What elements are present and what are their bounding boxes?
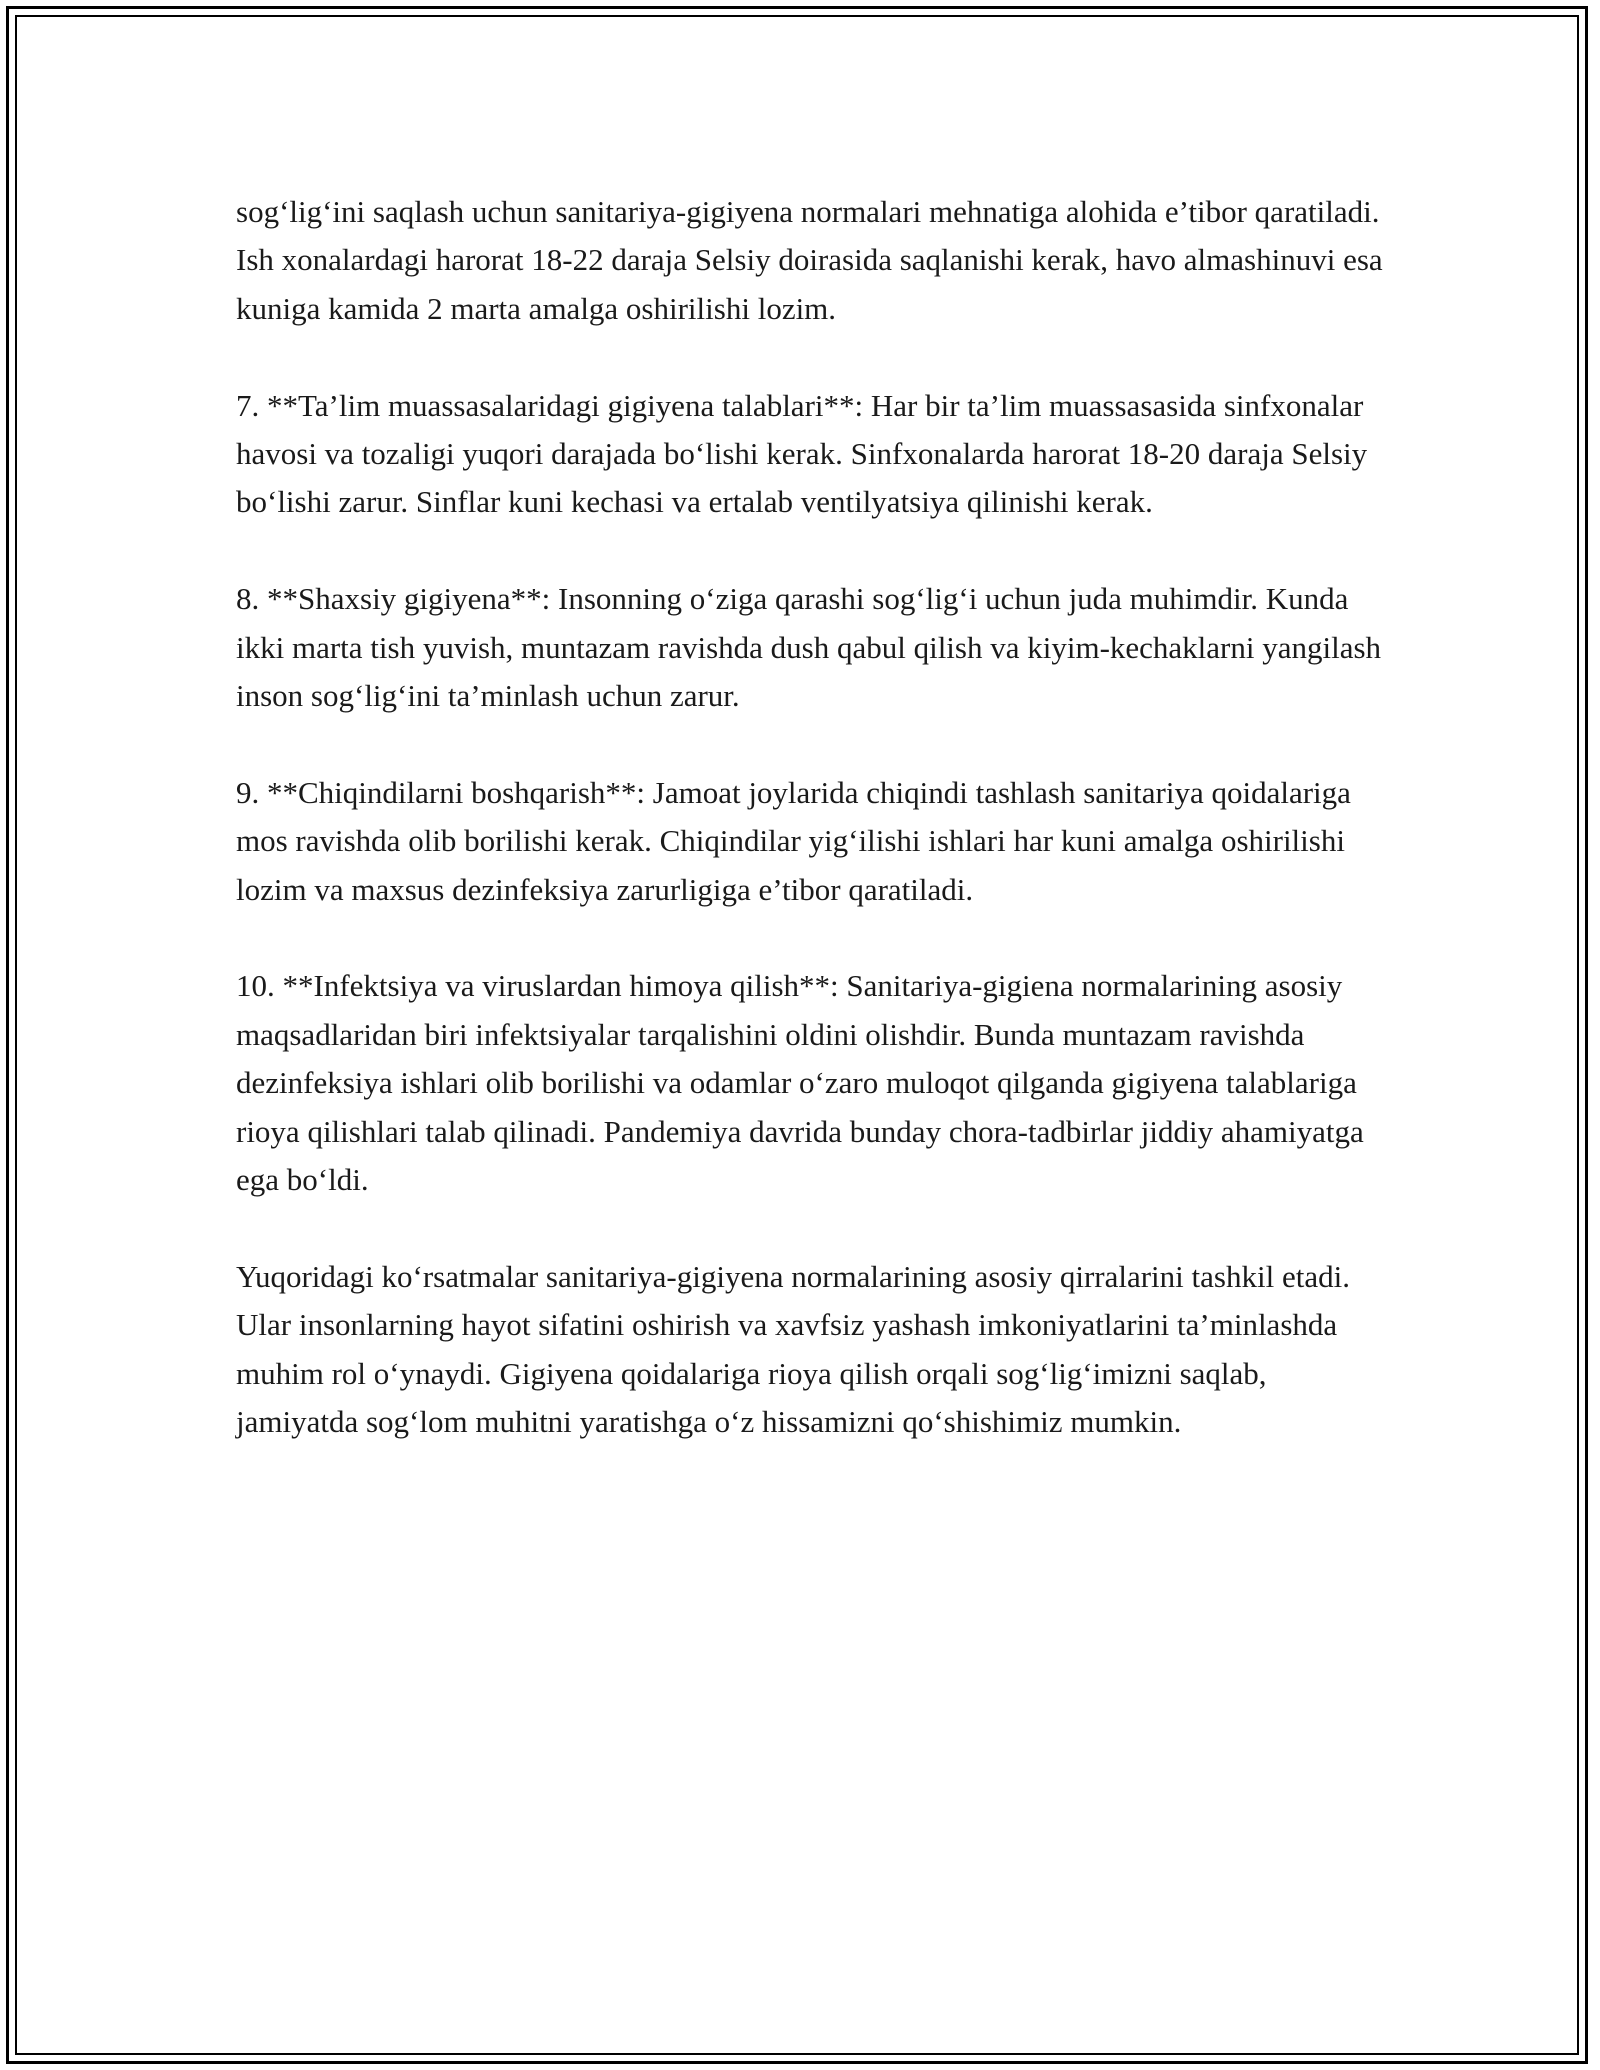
paragraph-item-9-waste-management: 9. **Chiqindilarni boshqarish**: Jamoat joylarida chiqindi tashlash sanitariya qoidalariga mos ravishda olib borilishi kerak. Chiqindilar yig‘ilishi ishlari har kuni amalga oshirilishi lozim va maxsus dezinfeksiya zarurligiga e’tibor qaratiladi. bbox=[236, 774, 1351, 907]
paragraph-item-7-education-hygiene: 7. **Ta’lim muassasalaridagi gigiyena talablari**: Har bir ta’lim muassasasida sinfxonalar havosi va tozaligi yuqori darajada bo‘lishi kerak. Sinfxonalarda harorat 18-20 daraja Selsiy bo‘lishi zarur. Sinflar kuni kechasi va ertalab ventilyatsiya qilinishi kerak. bbox=[236, 387, 1368, 520]
paragraph-item-8-personal-hygiene: 8. **Shaxsiy gigiyena**: Insonning o‘ziga qarashi sog‘lig‘i uchun juda muhimdir. Kunda ikki marta tish yuvish, muntazam ravishda dush qabul qilish va kiyim-kechaklarni yangilash inson sog‘lig‘ini ta’minlash uchun zarur. bbox=[236, 581, 1382, 714]
paragraph-conclusion: Yuqoridagi ko‘rsatmalar sanitariya-gigiyena normalarining asosiy qirralarini tashkil etadi. Ular insonlarning hayot sifatini oshirish va xavfsiz yashash imkoniyatlarini ta’minlashda muhim rol o‘ynaydi. Gigiyena qoidalariga rioya qilish orqali sog‘lig‘imizni saqlab, jamiyatda sog‘lom muhitni yaratishga o‘z hissamizni qo‘shishimiz mumkin. bbox=[236, 1258, 1350, 1440]
document-body bbox=[236, 188, 1386, 1495]
paragraph-intro-continuation: sog‘lig‘ini saqlash uchun sanitariya-gigiyena normalari mehnatiga alohida e’tibor qaratiladi. Ish xonalardagi harorat 18-22 daraja Selsiy doirasida saqlanishi kerak, havo almashinuvi esa kuniga kamida 2 marta amalga oshirilishi lozim. bbox=[236, 194, 1383, 326]
paragraph-item-10-infection-protection: 10. **Infektsiya va viruslardan himoya qilish**: Sanitariya-gigiena normalarining asosiy maqsadlaridan biri infektsiyalar tarqalishini oldini olishdir. Bunda muntazam ravishda dezinfeksiya ishlari olib borilishi va odamlar o‘zaro muloqot qilganda gigiyena talablariga rioya qilishlari talab qilinadi. Pandemiya davrida bunday chora-tadbirlar jiddiy ahamiyatga ega bo‘ldi. bbox=[236, 968, 1364, 1198]
